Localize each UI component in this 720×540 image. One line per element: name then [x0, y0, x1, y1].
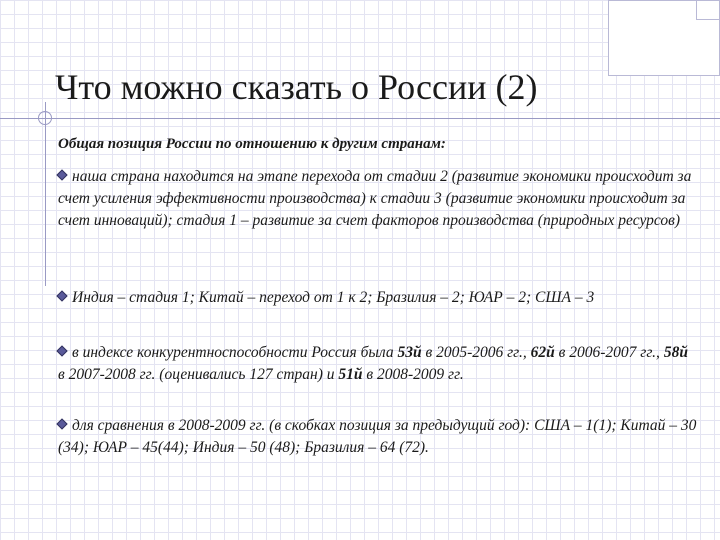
bullet-paragraph-3	[58, 342, 698, 386]
decorative-circle	[38, 111, 52, 125]
bullet-text: в 2005-2006 гг.,	[421, 344, 531, 361]
bullet-text: в индексе конкурентноспособности Россия была	[72, 344, 398, 361]
bullet-text: Индия – стадия 1; Китай – переход от 1 к 2; Бразилия – 2; ЮАР – 2; США – 3	[72, 289, 595, 306]
diamond-bullet-icon	[56, 290, 67, 301]
diamond-bullet-icon	[56, 418, 67, 429]
slide-title: Что можно сказать о России (2)	[55, 67, 538, 107]
rank-2008: 51й	[338, 366, 363, 383]
diamond-bullet-icon	[56, 345, 67, 356]
decorative-square-small	[696, 0, 720, 20]
bullet-text: в 2008-2009 гг.	[362, 366, 464, 383]
slide-subtitle: Общая позиция России по отношению к другим странам:	[58, 136, 446, 152]
bullet-text: в 2007-2008 гг. (оценивались 127 стран) и	[58, 366, 339, 383]
bullet-paragraph-4	[58, 415, 698, 459]
rank-2006: 62й	[530, 344, 555, 361]
bullet-text: для сравнения в 2008-2009 гг. (в скобках позиция за предыдущий год): США – 1(1); Китай – 30 (34); ЮАР – 45(44); Индия – 50 (48); Бразилия – 64 (72).	[58, 417, 697, 456]
bullet-paragraph-2	[58, 287, 698, 309]
bullet-text: в 2006-2007 гг.,	[554, 344, 664, 361]
bullet-text: наша страна находится на этапе перехода от стадии 2 (развитие экономики происходит за счет усиления эффективности производства) к стадии 3 (развитие экономики происходит за счет инноваций); стадия 1 – развитие за счет факторов производства (природных ресурсов)	[58, 168, 692, 229]
rank-2007: 58й	[663, 344, 688, 361]
bullet-paragraph-1	[58, 166, 698, 232]
decorative-vertical-line	[45, 102, 46, 286]
title-underline	[0, 118, 720, 119]
rank-2005: 53й	[397, 344, 422, 361]
diamond-bullet-icon	[56, 169, 67, 180]
